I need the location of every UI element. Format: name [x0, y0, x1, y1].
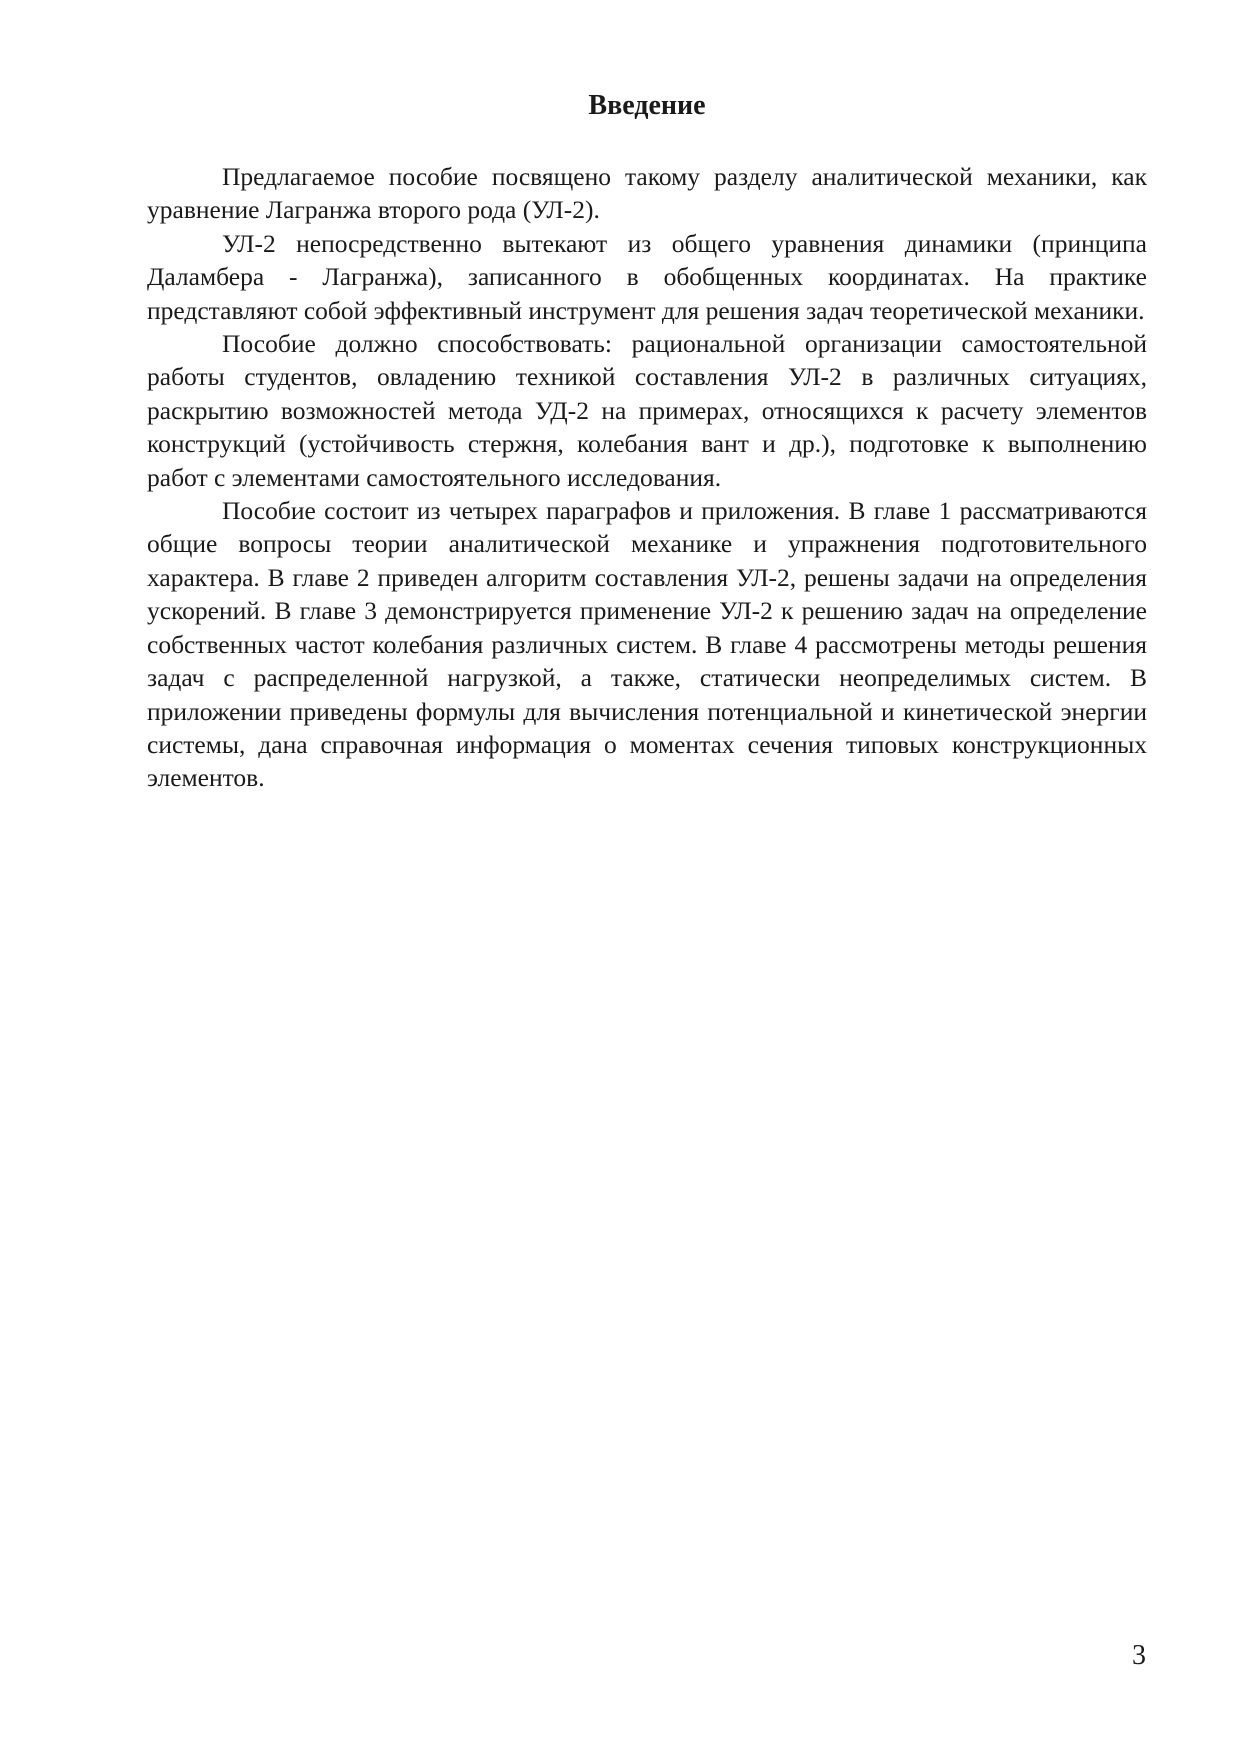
- paragraph: Предлагаемое пособие посвящено такому разделу аналитической механики, как уравнение Лагранжа второго рода (УЛ-2).: [147, 162, 1147, 225]
- paragraph: Пособие состоит из четырех параграфов и приложения. В главе 1 рассматриваются общие вопросы теории аналитической механике и упражнения подготовительного характера. В главе 2 приведен алгоритм составления УЛ-2, решены задачи на определения ускорений. В главе 3 демонстрируется применение УЛ-2 к решению задач на определение собственных частот колебания различных систем. В главе 4 рассмотрены методы решения задач с распределенной нагрузкой, а также, статически неопределимых систем. В приложении приведены формулы для вычисления потенциальной и кинетической энергии системы, дана справочная информация о моментах сечения типовых конструкционных элементов.: [147, 496, 1147, 793]
- paragraph: УЛ-2 непосредственно вытекают из общего уравнения динамики (принципа Даламбера - Лагранжа), записанного в обобщенных координатах. На практике представляют собой эффективный инструмент для решения задач теоретической механики.: [147, 228, 1147, 325]
- body-text: [147, 160, 1147, 795]
- paragraph: Пособие должно способствовать: рациональной организации самостоятельной работы студентов, овладению техникой составления УЛ-2 в различных ситуациях, раскрытию возможностей метода УД-2 на примерах, относящихся к расчету элементов конструкций (устойчивость стержня, колебания вант и др.), подготовке к выполнению работ с элементами самостоятельного исследования.: [147, 329, 1147, 492]
- page-number: 3: [1132, 1640, 1146, 1671]
- page-title: Введение: [588, 90, 706, 121]
